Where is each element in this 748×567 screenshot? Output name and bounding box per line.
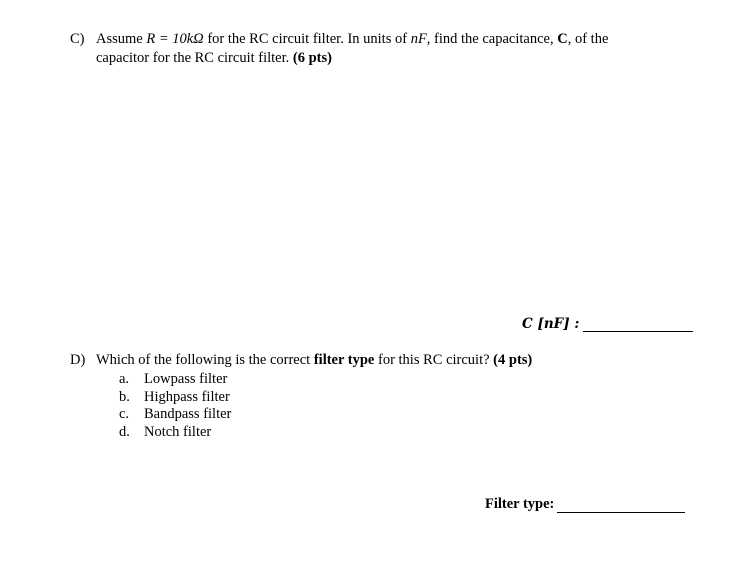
option-letter: b. [119,388,130,405]
option-a [119,371,231,389]
answer-c-label: C [nF] : [522,316,580,332]
answer-d-label: Filter type: [485,496,555,512]
option-b [119,389,231,407]
option-text: Bandpass filter [144,406,232,422]
question-d-text-post: for this RC circuit? [374,352,494,368]
question-c-text-mid: for the RC circuit filter. In units of [203,31,411,47]
option-letter: a. [119,371,130,387]
question-c [70,30,608,68]
question-c-points: (6 pts) [292,50,332,66]
question-d-label: D) [70,352,86,368]
question-d-text-pre: Which of the following is the correct [96,352,314,368]
option-c [119,406,231,424]
resistance-math: R = 10kΩ [146,31,204,47]
answer-c-row [522,316,693,332]
capacitance-symbol: C [557,31,568,47]
answer-d-row [485,496,685,513]
unit-math: nF [410,31,427,47]
question-d-text [96,351,532,370]
option-text: Highpass filter [144,388,230,405]
question-d-options [119,371,231,441]
question-c-text-end: , of the [567,31,609,47]
answer-c-blank[interactable] [583,317,693,332]
answer-d-blank[interactable] [557,498,685,513]
option-letter: c. [119,406,130,422]
question-d-points: (4 pts) [493,352,533,368]
question-c-label: C) [70,31,85,47]
option-text: Notch filter [144,423,212,440]
question-d-text-bold: filter type [313,352,375,368]
option-text: Lowpass filter [144,371,228,387]
question-c-text-line2 [96,49,608,68]
question-d [70,351,532,370]
question-c-text-pre: Assume [96,31,147,47]
question-c-text-line1 [96,30,608,49]
option-d [119,424,231,442]
question-c-text-post: , find the capacitance, [426,31,558,47]
question-c-line2-text: capacitor for the RC circuit filter. [96,50,293,66]
option-letter: d. [119,423,130,440]
